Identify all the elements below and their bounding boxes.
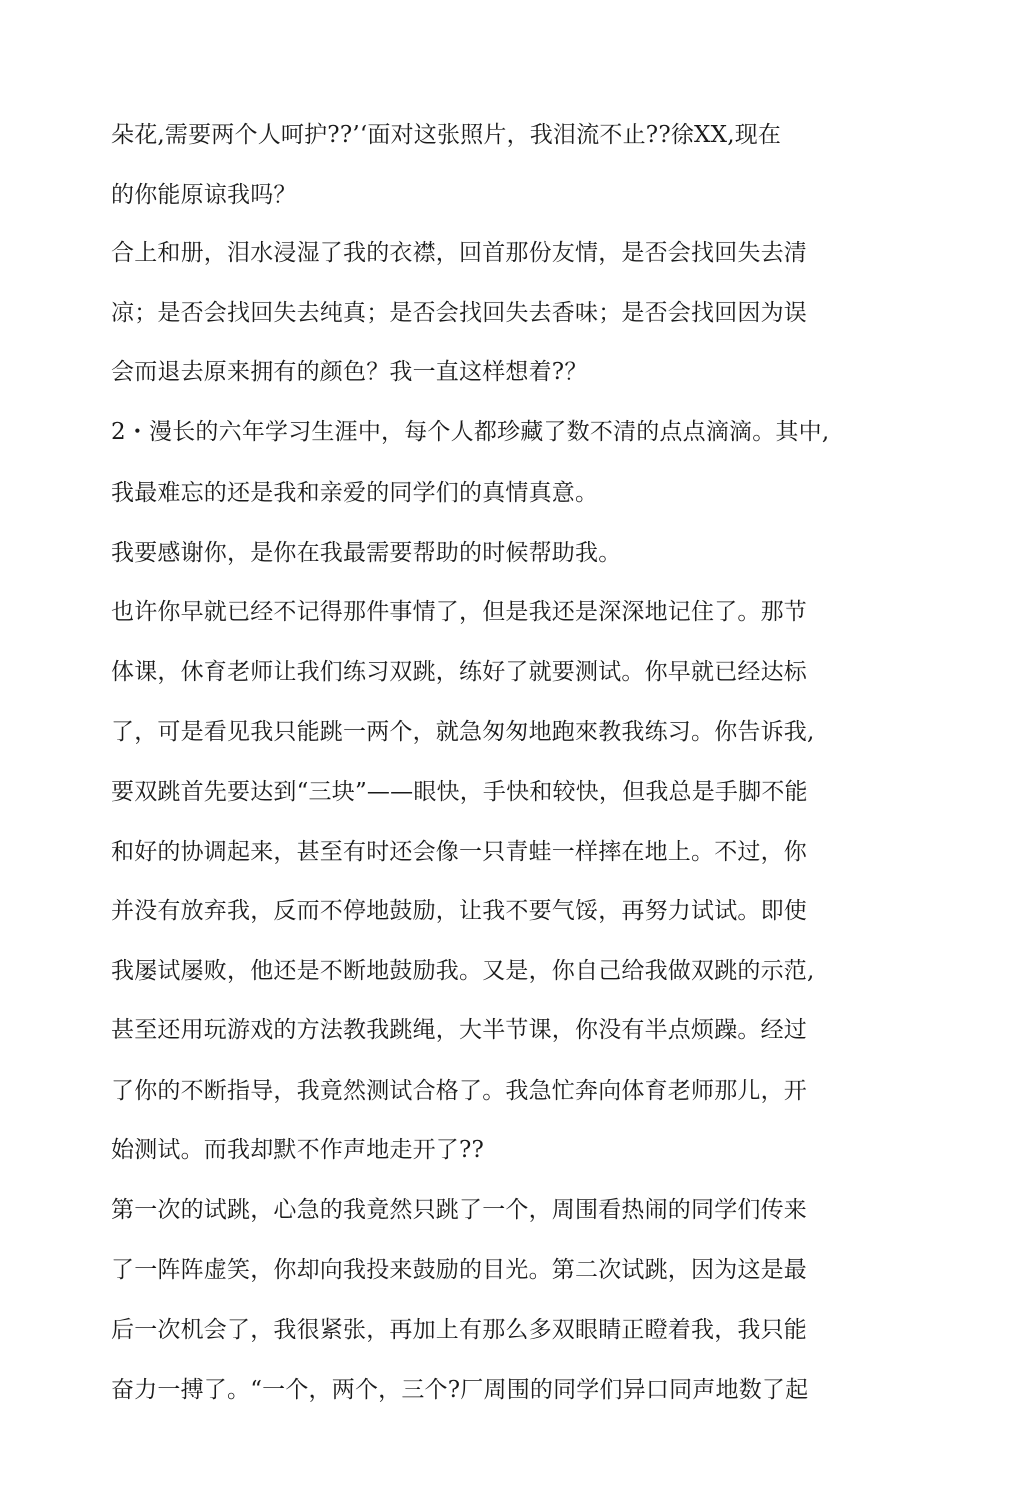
text-line: 凉；是否会找回失去纯真；是否会找回失去香味；是否会找回因为误	[111, 300, 807, 326]
text-line: 了，可是看见我只能跳一两个，就急匆匆地跑來教我练习。你告诉我,	[111, 719, 815, 745]
text-line: 体课，休育老师让我们练习双跳，练好了就要测试。你早就已经达标	[111, 659, 807, 685]
text-line: 和好的协调起来，甚至有时还会像一只青蛙一样摔在地上。不过，你	[111, 839, 807, 865]
text-line: 了一阵阵虚笑，你却向我投来鼓励的目光。第二次试跳，因为这是最	[111, 1257, 807, 1283]
text-line: 2・漫长的六年学习生涯中，每个人都珍藏了数不清的点点滴滴。其中,	[111, 419, 830, 445]
text-line: 并没有放弃我，反而不停地鼓励，让我不要气馁，再努力试试。即使	[111, 898, 807, 924]
text-line: 要双跳首先要达到“三块”——眼快，手快和较快，但我总是手脚不能	[111, 779, 808, 805]
text-line: 甚至还用玩游戏的方法教我跳绳，大半节课，你没有半点烦躁。经过	[111, 1017, 807, 1043]
text-line: 我屡试屡败，他还是不断地鼓励我。又是，你自己给我做双跳的示范,	[111, 958, 815, 984]
text-line: 始测试。而我却默不作声地走开了??	[111, 1137, 485, 1163]
text-line: 我最难忘的还是我和亲爱的同学们的真情真意。	[111, 480, 599, 506]
text-line: 我要感谢你，是你在我最需要帮助的时候帮助我。	[111, 540, 622, 566]
text-line: 的你能原谅我吗？	[111, 182, 297, 208]
text-line: 后一次机会了，我很紧张，再加上有那么多双眼睛正瞪着我，我只能	[111, 1317, 807, 1343]
text-line: 奋力一搏了。“一个，两个，三个?厂周围的同学们异口同声地数了起	[111, 1377, 809, 1403]
text-line: 也许你早就已经不记得那件事情了，但是我还是深深地记住了。那节	[111, 599, 807, 625]
text-line: 第一次的试跳，心急的我竟然只跳了一个，周围看热闹的同学们传来	[111, 1197, 807, 1223]
text-line: 朵花,需要两个人呵护??’‘面对这张照片，我泪流不止??徐XX,现在	[111, 122, 782, 148]
text-line: 合上和册，泪水浸湿了我的衣襟，回首那份友情，是否会找回失去清	[111, 240, 807, 266]
text-line: 会而退去原来拥有的颜色？我一直这样想着?？	[111, 359, 588, 385]
text-line: 了你的不断指导，我竟然测试合格了。我急忙奔向体育老师那儿，开	[111, 1078, 807, 1104]
